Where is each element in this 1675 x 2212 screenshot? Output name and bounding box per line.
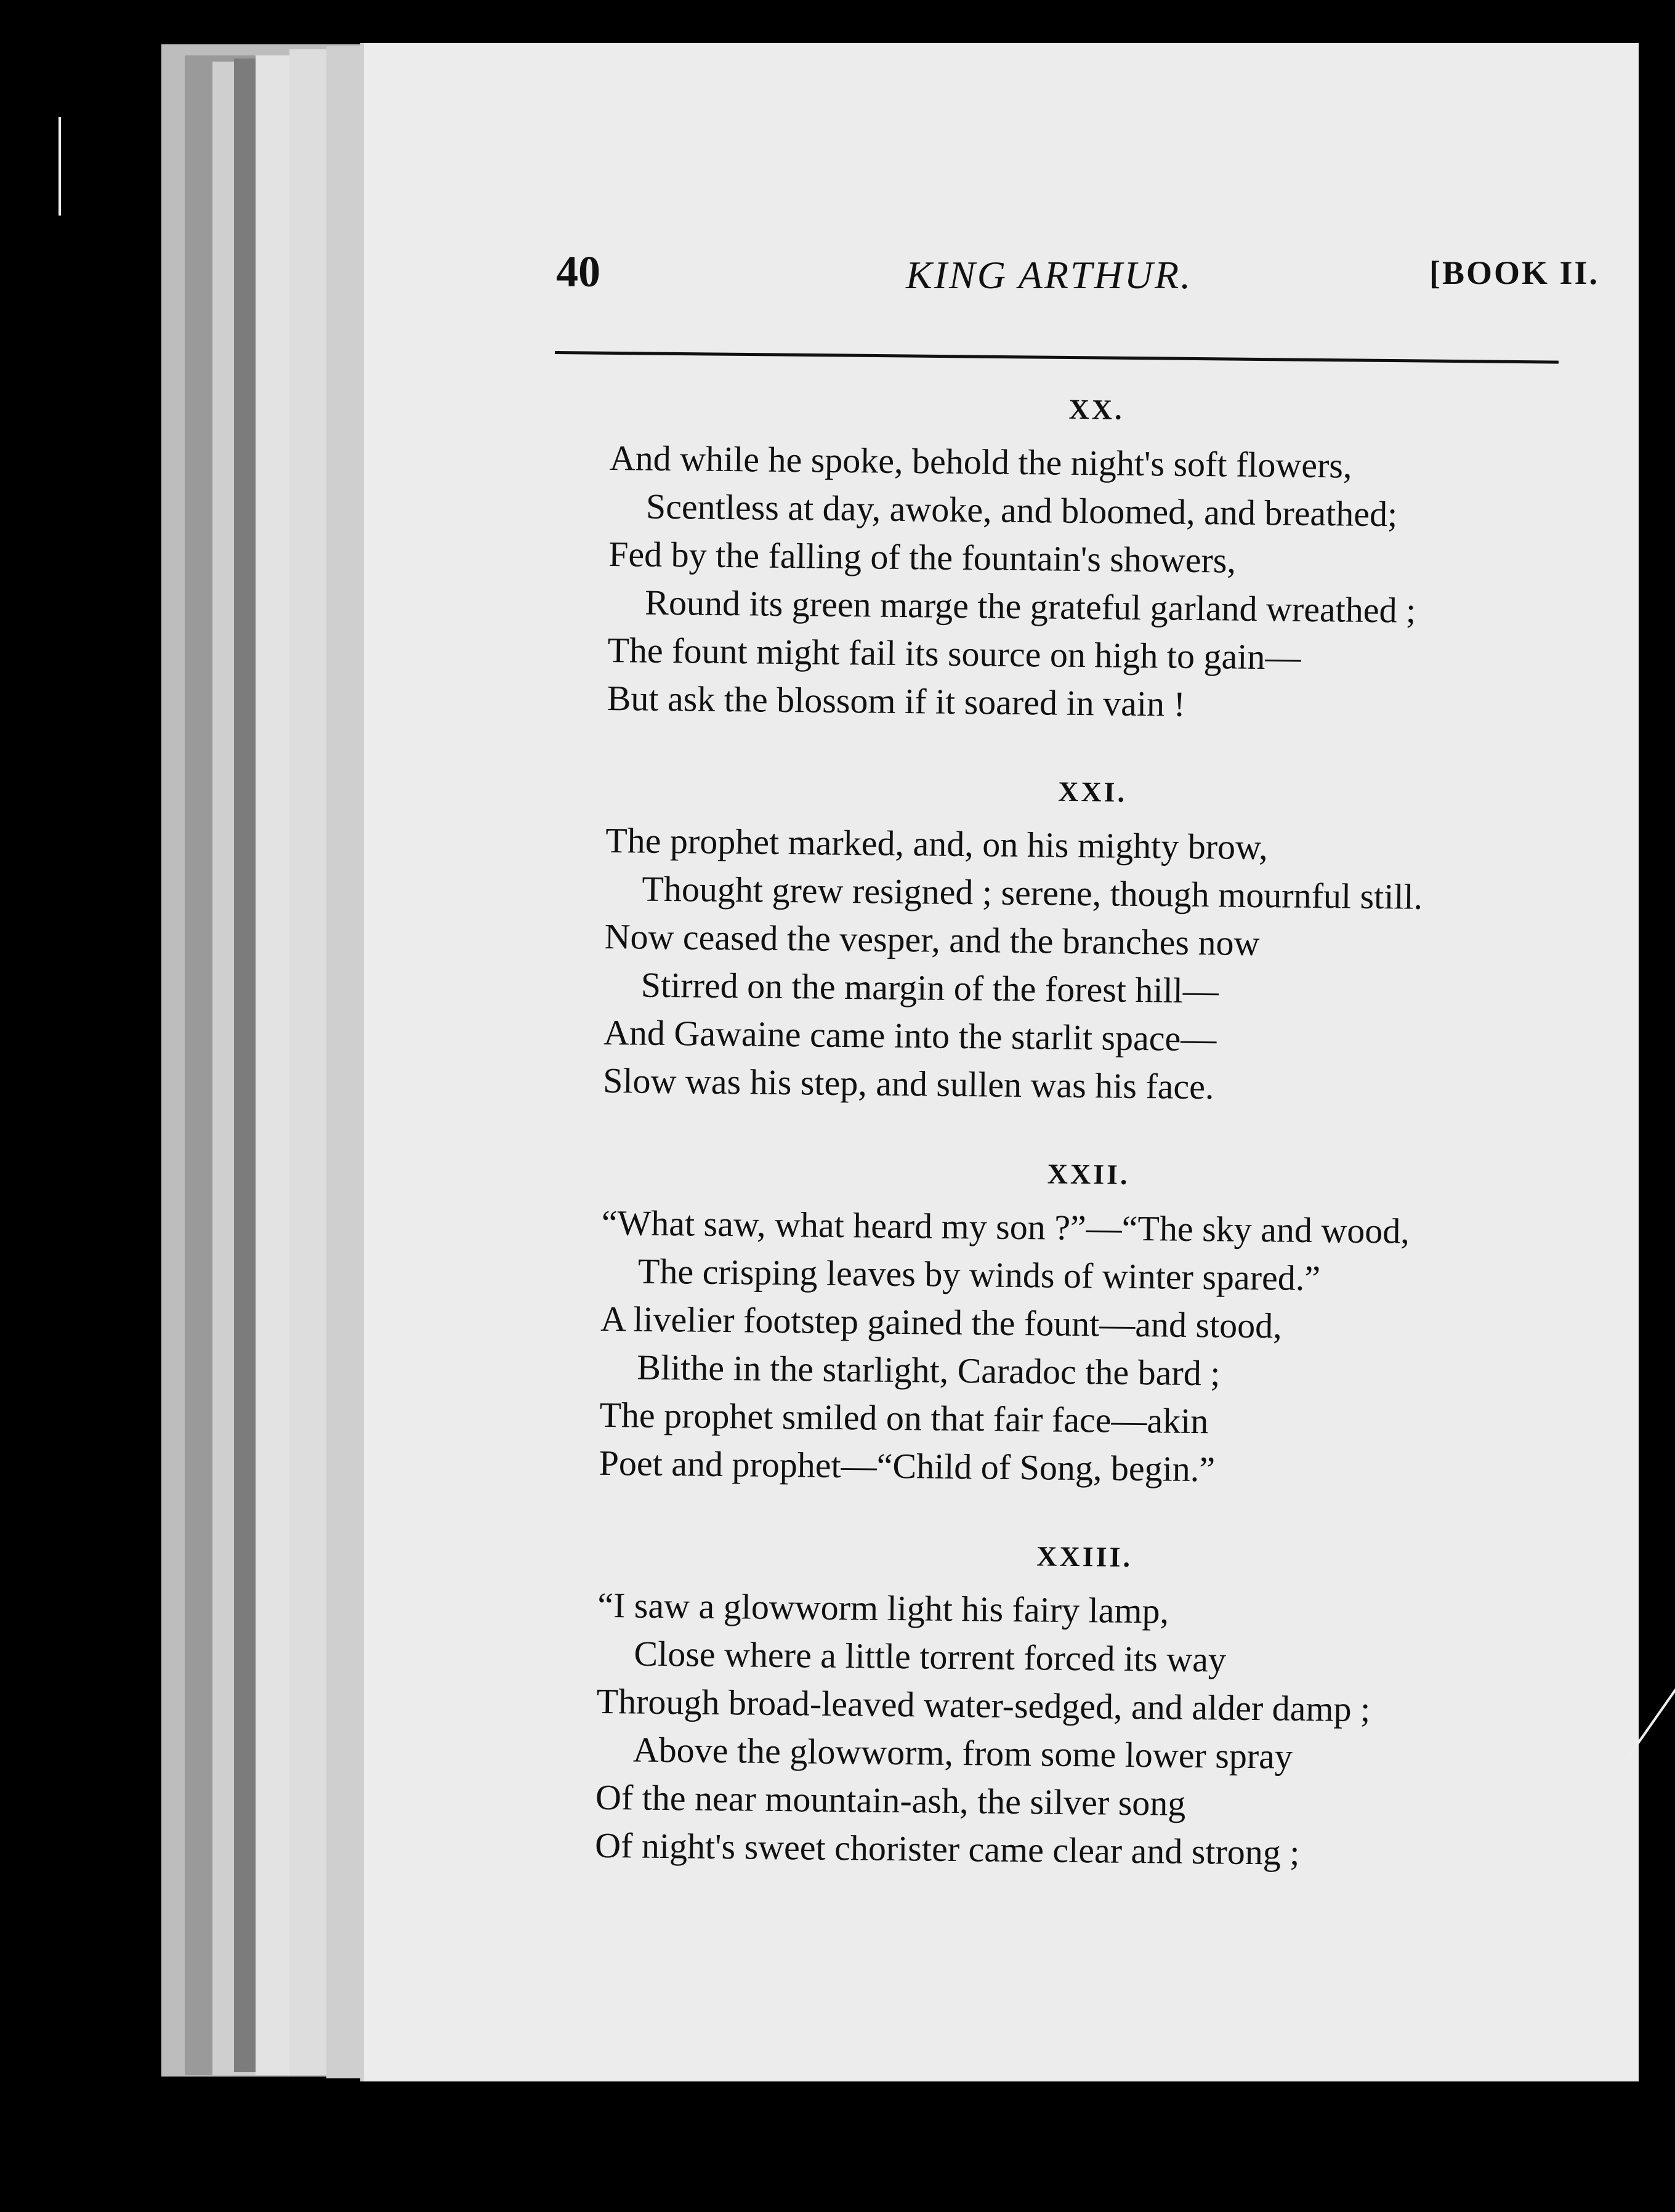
stanza (599, 1153, 1575, 1498)
verse-line: Stirred on the margin of the forest hill— (640, 964, 1219, 1011)
book-label: [BOOK II. (1429, 254, 1600, 291)
verse-line: Through broad-leaved water-sedged, and alder damp ; (596, 1681, 1371, 1730)
stanza-numeral: XXIII. (1036, 1540, 1133, 1573)
stanza-numeral: XXII. (1047, 1158, 1130, 1190)
header-rule (555, 351, 1559, 364)
page-header (364, 246, 1639, 333)
verse-line: A livelier footstep gained the fount—and stood, (600, 1298, 1283, 1346)
verse-line: Slow was his step, and sullen was his face. (602, 1060, 1214, 1107)
verse-line: Thought grew resigned ; serene, though mournful still. (642, 868, 1423, 917)
verse-line: But ask the blossom if it soared in vain ! (607, 677, 1186, 724)
verse-line: The crisping leaves by winds of winter spared.” (637, 1251, 1321, 1299)
stanza (607, 388, 1583, 733)
poem-body (594, 388, 1583, 1927)
verse-line: Poet and prophet—“Child of Song, begin.” (599, 1442, 1216, 1490)
verse-line: Now ceased the vesper, and the branches now (604, 916, 1260, 964)
book-page (360, 43, 1639, 2081)
verse-line: Of the near mountain-ash, the silver song (595, 1777, 1186, 1823)
scan-scratch (59, 117, 61, 216)
verse-line: Of night's sweet chorister came clear and strong ; (594, 1825, 1300, 1873)
verse-line: And while he spoke, behold the night's soft flowers, (609, 437, 1352, 486)
verse-line: Round its green marge the grateful garland wreathed ; (645, 582, 1416, 631)
verse-line: Fed by the falling of the fountain's showers, (608, 533, 1237, 581)
stanza (603, 770, 1580, 1115)
verse-line: And Gawaine came into the starlit space— (603, 1012, 1217, 1059)
stanza-numeral: XXI. (1057, 775, 1128, 808)
verse-line: Scentless at day, awoke, and bloomed, and breathed; (645, 486, 1398, 535)
verse-line: Blithe in the starlight, Caradoc the bard ; (637, 1347, 1221, 1394)
page-number: 40 (556, 247, 600, 296)
verse-line: The prophet marked, and, on his mighty brow, (605, 820, 1269, 868)
stanza (595, 1535, 1572, 1880)
verse-line: Above the glowworm, from some lower spray (632, 1729, 1293, 1777)
verse-line: “I saw a glowworm light his fairy lamp, (597, 1584, 1169, 1631)
stanza-numeral: XX. (1068, 393, 1124, 426)
verse-line: The fount might fail its source on high to gain— (607, 629, 1301, 677)
verse-line: Close where a little torrent forced its way (634, 1633, 1227, 1680)
running-title: KING ARTHUR. (906, 253, 1193, 297)
verse-line: The prophet smiled on that fair face—akin (599, 1394, 1209, 1442)
verse-line: “What saw, what heard my son ?”—“The sky and wood, (601, 1202, 1410, 1251)
